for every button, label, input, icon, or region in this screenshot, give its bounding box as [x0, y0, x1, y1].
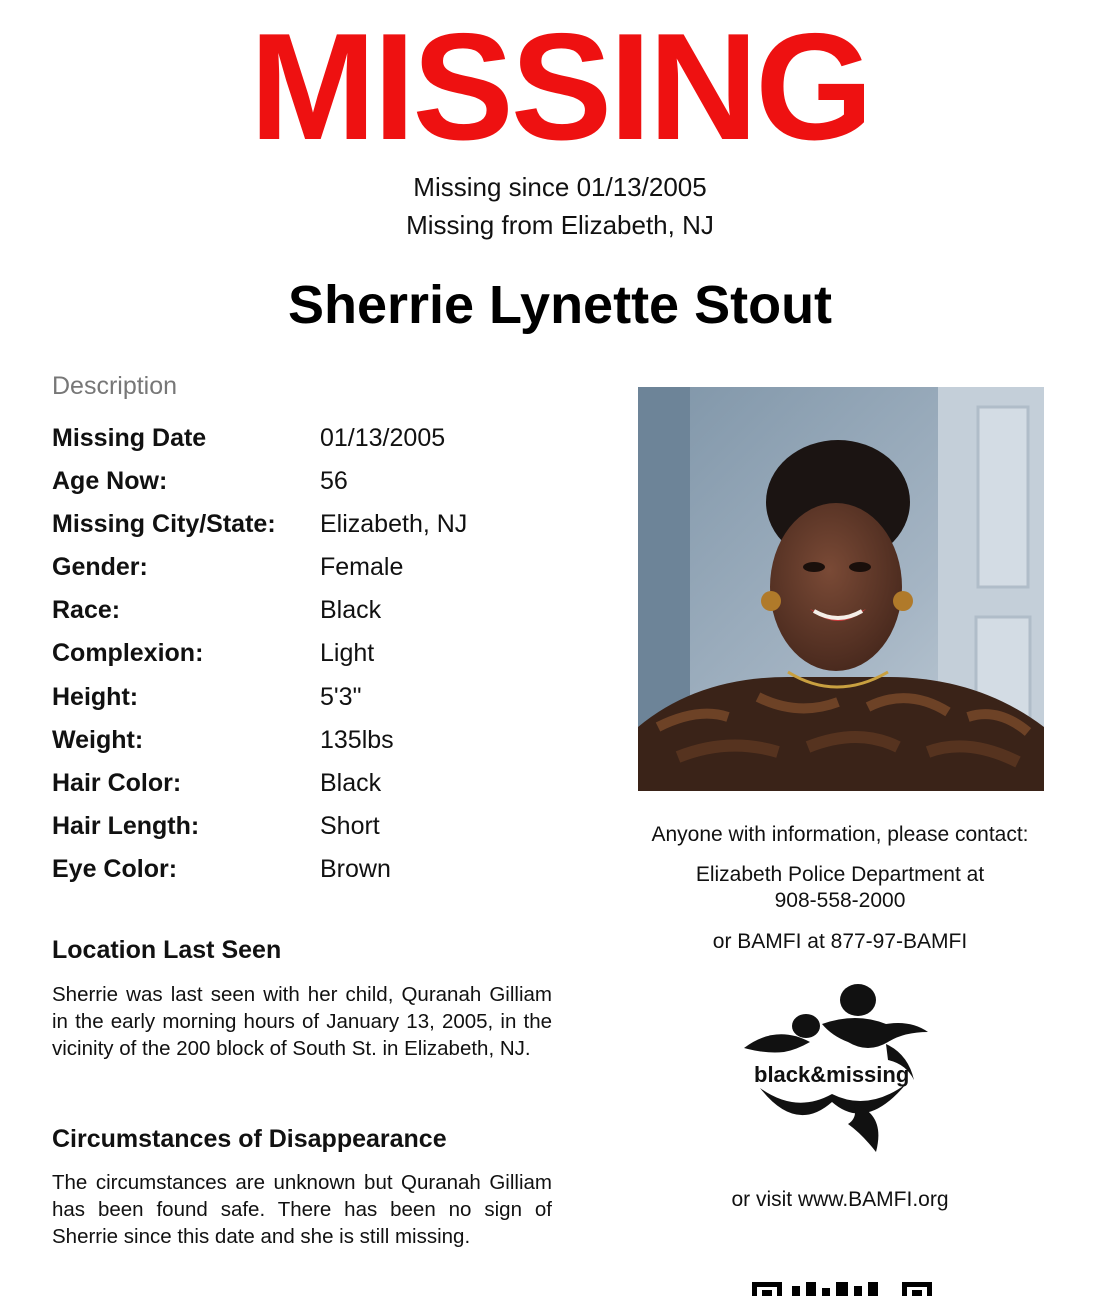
contact-police-line1: Elizabeth Police Department at: [695, 863, 985, 886]
fact-label: Hair Length:: [52, 811, 200, 840]
fact-row: [52, 808, 572, 851]
contact-intro: Anyone with information, please contact:: [651, 823, 1029, 846]
fact-value: Female: [320, 553, 404, 582]
fact-value: 135lbs: [320, 725, 394, 754]
fact-row: [52, 549, 572, 592]
fact-row: [52, 765, 572, 808]
fact-row: [52, 722, 572, 765]
missing-headline: MISSING: [249, 2, 871, 172]
fact-value: Light: [320, 639, 375, 668]
description-label: Description: [52, 372, 178, 400]
fact-value: Black: [320, 768, 382, 797]
fact-label: Complexion:: [52, 639, 204, 668]
fact-label: Missing Date: [52, 424, 207, 452]
fact-label: Eye Color:: [52, 854, 178, 883]
fact-label: Hair Color:: [52, 768, 182, 797]
fact-value: Black: [320, 596, 382, 625]
contact-police-phone: 908-558-2000: [774, 889, 906, 912]
description-facts: [52, 420, 572, 894]
fact-value: Brown: [320, 854, 391, 883]
circumstances-text: The circumstances are unknown but Quranah Gilliam has been found safe. There has been no sign of Sherrie since this date and she is still missing.: [52, 1171, 552, 1248]
missing-from-text: Missing from Elizabeth, NJ: [406, 210, 714, 240]
contact-website: or visit www.BAMFI.org: [731, 1188, 949, 1211]
fact-value: Short: [320, 811, 380, 840]
fact-label: Gender:: [52, 553, 148, 582]
fact-label: Age Now:: [52, 467, 168, 496]
fact-row: [52, 420, 572, 463]
fact-row: [52, 851, 572, 894]
fact-value: 56: [320, 467, 348, 496]
fact-value: 01/13/2005: [320, 424, 446, 452]
fact-row: [52, 592, 572, 635]
fact-row: [52, 506, 572, 549]
black-and-missing-logo: [736, 984, 936, 1159]
fact-row: [52, 679, 572, 722]
fact-row: [52, 635, 572, 678]
missing-since-text: Missing since 01/13/2005: [413, 172, 707, 202]
fact-value: Elizabeth, NJ: [320, 510, 468, 539]
fact-row: [52, 463, 572, 506]
circumstances-heading: Circumstances of Disappearance: [52, 1125, 447, 1153]
location-text: Sherrie was last seen with her child, Quranah Gilliam in the early morning hours of January 13, 2005, in the vicinity of the 200 block of South St. in Elizabeth, NJ.: [52, 983, 552, 1060]
location-heading: Location Last Seen: [52, 936, 282, 964]
fact-value: 5'3": [320, 682, 362, 711]
fact-label: Missing City/State:: [52, 510, 276, 539]
person-name: Sherrie Lynette Stout: [287, 275, 833, 335]
logo-text: black&missing: [754, 1062, 910, 1087]
contact-bamfi-phone: or BAMFI at 877-97-BAMFI: [712, 930, 968, 953]
fact-label: Race:: [52, 596, 121, 625]
fact-label: Weight:: [52, 725, 144, 754]
qr-code: [752, 1278, 934, 1296]
person-photo: [638, 387, 1044, 791]
fact-label: Height:: [52, 682, 139, 711]
